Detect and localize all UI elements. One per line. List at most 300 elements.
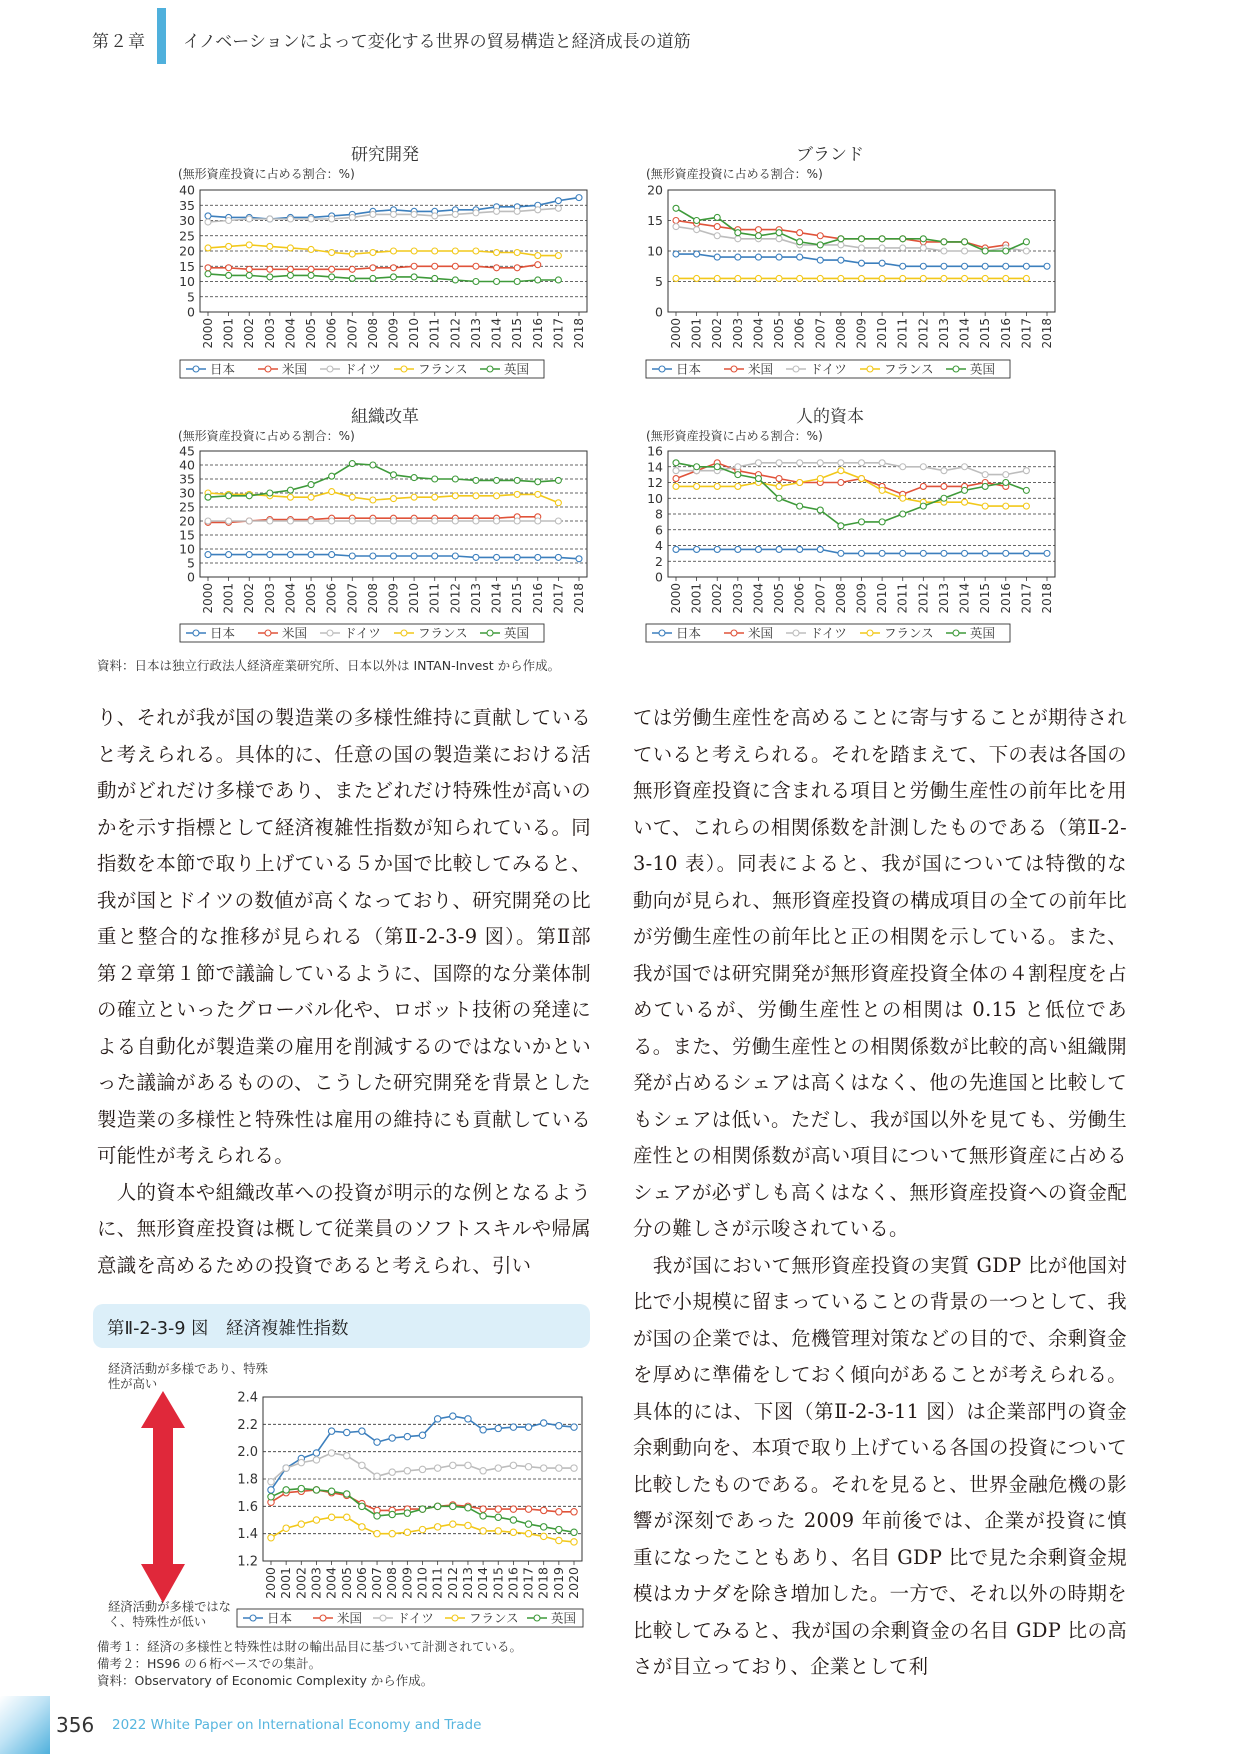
data-point xyxy=(268,1494,274,1500)
x-tick-label: 2011 xyxy=(895,318,910,349)
data-point xyxy=(735,546,741,552)
y-tick-label: 15 xyxy=(179,258,195,274)
data-point xyxy=(859,260,865,266)
x-tick-label: 2014 xyxy=(489,583,504,614)
data-point xyxy=(817,233,823,239)
data-point xyxy=(329,473,335,479)
chapter-title: イノベーションによって変化する世界の貿易構造と経済成長の道筋 xyxy=(183,32,691,52)
data-point xyxy=(495,1425,501,1431)
data-point xyxy=(879,275,885,281)
data-point xyxy=(714,275,720,281)
legend-marker xyxy=(193,366,199,372)
data-point xyxy=(838,468,844,474)
y-tick-label: 14 xyxy=(647,459,663,475)
data-point xyxy=(419,1506,425,1512)
data-point xyxy=(817,476,823,482)
data-point xyxy=(941,483,947,489)
y-tick-label: 35 xyxy=(179,197,195,213)
x-tick-label: 2007 xyxy=(813,318,828,349)
data-point xyxy=(465,1505,471,1511)
x-tick-label: 2001 xyxy=(221,583,236,614)
data-point xyxy=(673,251,679,257)
data-point xyxy=(349,461,355,467)
y-tick-label: 20 xyxy=(647,182,663,198)
y-tick-label: 1.4 xyxy=(237,1527,258,1543)
data-point xyxy=(287,216,293,222)
data-point xyxy=(1023,248,1029,254)
legend-label-フランス: フランス xyxy=(884,625,934,641)
y-tick-label: 16 xyxy=(647,443,663,459)
data-point xyxy=(735,275,741,281)
data-point xyxy=(370,518,376,524)
x-tick-label: 2004 xyxy=(751,583,766,614)
legend-marker xyxy=(953,630,959,636)
data-point xyxy=(982,248,988,254)
data-point xyxy=(349,494,355,500)
left-paragraph-2: 人的資本や組織改革への投資が明示的な例となるように、無形資産投資は概して従業員のソフトスキルや帰属意識を高めるための投資であると考えられ、引い xyxy=(97,1180,591,1277)
data-point xyxy=(349,266,355,272)
data-point xyxy=(494,493,500,499)
data-point xyxy=(776,476,782,482)
x-tick-label: 2000 xyxy=(201,583,215,614)
y-tick-label: 12 xyxy=(647,475,663,490)
data-point xyxy=(226,218,232,224)
x-tick-label: 2004 xyxy=(323,1567,339,1599)
data-point xyxy=(982,550,988,556)
data-point xyxy=(1023,550,1029,556)
legend-label-英国: 英国 xyxy=(504,625,530,641)
data-point xyxy=(510,1517,516,1523)
y-tick-label: 30 xyxy=(179,213,195,228)
legend-marker xyxy=(731,366,737,372)
data-point xyxy=(432,494,438,500)
legend-label-米国: 米国 xyxy=(748,625,774,641)
data-point xyxy=(226,518,232,524)
figure-note-2: 備考２：HS96 の６桁ベースでの集計。 xyxy=(97,1656,322,1671)
data-point xyxy=(267,518,273,524)
data-point xyxy=(494,250,500,256)
data-point xyxy=(283,1465,289,1471)
data-point xyxy=(859,476,865,482)
data-point xyxy=(525,1521,531,1527)
data-point xyxy=(714,224,720,230)
x-tick-label: 2017 xyxy=(551,583,566,614)
x-tick-label: 2014 xyxy=(475,1567,491,1599)
data-point xyxy=(473,518,479,524)
data-point xyxy=(673,468,679,474)
data-point xyxy=(555,500,561,506)
legend-marker xyxy=(250,1615,256,1621)
data-point xyxy=(404,1529,410,1535)
chapter-label: 第２章 xyxy=(92,32,146,52)
y-tick-label: 0 xyxy=(187,569,195,585)
data-point xyxy=(391,248,397,254)
data-point xyxy=(576,195,582,201)
x-tick-label: 2007 xyxy=(345,583,360,614)
series-line-英国 xyxy=(676,463,1026,526)
x-tick-label: 2001 xyxy=(221,318,236,349)
data-point xyxy=(838,460,844,466)
data-point xyxy=(267,552,273,558)
data-point xyxy=(817,460,823,466)
data-point xyxy=(571,1529,577,1535)
data-point xyxy=(535,207,541,213)
legend-label-日本: 日本 xyxy=(676,361,702,377)
x-tick-label: 2013 xyxy=(468,583,483,614)
chart-legend xyxy=(180,624,544,642)
data-point xyxy=(432,518,438,524)
x-tick-label: 2005 xyxy=(304,583,319,614)
data-point xyxy=(556,1526,562,1532)
data-point xyxy=(313,1457,319,1463)
data-point xyxy=(797,480,803,486)
data-point xyxy=(419,1526,425,1532)
data-point xyxy=(755,227,761,233)
data-point xyxy=(941,239,947,245)
data-point xyxy=(494,208,500,214)
data-point xyxy=(246,266,252,272)
data-point xyxy=(797,275,803,281)
data-point xyxy=(298,1485,304,1491)
data-point xyxy=(287,487,293,493)
arrow-shaft xyxy=(153,1426,173,1566)
data-point xyxy=(673,460,679,466)
series-line-英国 xyxy=(208,274,558,282)
data-point xyxy=(480,1427,486,1433)
y-tick-label: 30 xyxy=(179,485,195,501)
data-point xyxy=(941,495,947,501)
y-tick-label: 8 xyxy=(655,506,663,522)
figure-title-box xyxy=(93,1304,590,1348)
data-point xyxy=(694,251,700,257)
data-point xyxy=(879,236,885,242)
data-point xyxy=(1023,239,1029,245)
y-tick-label: 1.2 xyxy=(237,1554,258,1570)
annotation-high: 経済活動が多様であり、特殊性が高い xyxy=(108,1362,268,1391)
data-point xyxy=(494,477,500,483)
x-tick-label: 2002 xyxy=(710,583,725,614)
data-point xyxy=(494,554,500,560)
data-point xyxy=(694,227,700,233)
legend-label-英国: 英国 xyxy=(551,1610,577,1626)
data-point xyxy=(962,239,968,245)
data-point xyxy=(434,1503,440,1509)
x-tick-label: 2016 xyxy=(998,583,1013,614)
x-tick-label: 2006 xyxy=(324,583,339,614)
data-point xyxy=(755,476,761,482)
data-point xyxy=(480,1513,486,1519)
data-point xyxy=(328,1514,334,1520)
chart-title: ブランド xyxy=(796,145,864,165)
data-point xyxy=(1023,503,1029,509)
legend-marker xyxy=(487,630,493,636)
series-line-英国 xyxy=(208,464,558,498)
data-point xyxy=(404,1510,410,1516)
legend-marker xyxy=(401,366,407,372)
data-point xyxy=(982,503,988,509)
data-point xyxy=(776,460,782,466)
data-point xyxy=(555,253,561,259)
data-point xyxy=(432,263,438,269)
data-point xyxy=(329,518,335,524)
legend-label-日本: 日本 xyxy=(267,1610,293,1626)
data-point xyxy=(287,245,293,251)
data-point xyxy=(541,1465,547,1471)
data-point xyxy=(432,248,438,254)
data-point xyxy=(452,553,458,559)
legend-marker xyxy=(265,630,271,636)
data-point xyxy=(859,245,865,251)
x-tick-label: 2006 xyxy=(324,318,339,349)
data-point xyxy=(359,1503,365,1509)
x-tick-label: 2004 xyxy=(283,583,298,614)
x-tick-label: 2008 xyxy=(833,318,848,349)
data-point xyxy=(205,213,211,219)
data-point xyxy=(452,211,458,217)
data-point xyxy=(735,236,741,242)
arrow-head-down xyxy=(141,1564,185,1603)
data-point xyxy=(817,546,823,552)
right-paragraph-1: ては労働生産性を高めることに寄与することが期待されていると考えられる。それを踏まえて、下の表は各国の無形資産投資に含まれる項目と労働生産性の前年比を用いて、これらの相関係数を計測したものである（第Ⅱ-2-3-10 表）。同表によると、我が国については特徴的な動向が見られ、無形資産投資の構成項目の全ての前年比が労働生産性の前年比と正の相関を示している。また、我が国では研究開発が無形資産投資全体の４割程度を占めているが、労働生産性との相関は 0.15 と低位である。また、労働生産性との相関係数が比較的高い組織開発が占めるシェアは高くはなく、他の先進国と比較してもシェアは低い。ただし、我が国以外を見ても、労働生産性との相関係数が高い項目について無形資産に占めるシェアが必ずしも高くはなく、無形資産投資への資金配分の難しさが示唆されている。 xyxy=(633,706,1127,1240)
data-point xyxy=(900,550,906,556)
chart-source-note: 資料：日本は独立行政法人経済産業研究所、日本以外は INTAN-Invest から作成。 xyxy=(97,658,561,673)
data-point xyxy=(389,1530,395,1536)
data-point xyxy=(495,1528,501,1534)
x-tick-label: 2009 xyxy=(399,1567,415,1599)
data-point xyxy=(535,253,541,259)
data-point xyxy=(962,499,968,505)
data-point xyxy=(1023,487,1029,493)
x-tick-label: 2009 xyxy=(854,583,869,614)
data-point xyxy=(673,205,679,211)
data-point xyxy=(389,1469,395,1475)
data-point xyxy=(205,518,211,524)
x-tick-label: 2011 xyxy=(427,318,442,349)
legend-marker xyxy=(534,1615,540,1621)
y-tick-label: 0 xyxy=(187,304,195,320)
x-tick-label: 2008 xyxy=(384,1567,400,1599)
y-tick-label: 25 xyxy=(179,228,195,244)
legend-marker xyxy=(867,366,873,372)
y-tick-label: 10 xyxy=(647,243,663,259)
x-tick-label: 2004 xyxy=(283,318,298,349)
data-point xyxy=(900,495,906,501)
y-axis-label: (無形資産投資に占める割合：%) xyxy=(178,429,355,443)
data-point xyxy=(349,518,355,524)
data-point xyxy=(287,494,293,500)
data-point xyxy=(514,208,520,214)
data-point xyxy=(859,460,865,466)
y-tick-label: 2.2 xyxy=(237,1417,258,1433)
data-point xyxy=(205,552,211,558)
data-point xyxy=(755,460,761,466)
data-point xyxy=(450,1503,456,1509)
data-point xyxy=(344,1453,350,1459)
data-point xyxy=(370,250,376,256)
legend-label-米国: 米国 xyxy=(282,361,308,377)
data-point xyxy=(514,554,520,560)
x-tick-label: 2013 xyxy=(936,318,951,349)
data-point xyxy=(941,263,947,269)
data-point xyxy=(673,546,679,552)
data-point xyxy=(755,254,761,260)
data-point xyxy=(374,1530,380,1536)
data-point xyxy=(452,476,458,482)
data-point xyxy=(735,254,741,260)
data-point xyxy=(941,248,947,254)
data-point xyxy=(329,274,335,280)
data-point xyxy=(556,1423,562,1429)
x-tick-label: 2001 xyxy=(689,583,704,614)
data-point xyxy=(329,266,335,272)
data-point xyxy=(205,219,211,225)
data-point xyxy=(541,1524,547,1530)
data-point xyxy=(268,1487,274,1493)
data-point xyxy=(1023,468,1029,474)
x-tick-label: 2010 xyxy=(407,318,422,349)
figure-notes xyxy=(97,1638,522,1689)
data-point xyxy=(556,1537,562,1543)
y-tick-label: 6 xyxy=(655,522,663,538)
x-tick-label: 2006 xyxy=(792,318,807,349)
data-point xyxy=(226,552,232,558)
legend-label-ドイツ: ドイツ xyxy=(397,1610,434,1626)
data-point xyxy=(510,1529,516,1535)
x-tick-label: 2017 xyxy=(1019,583,1034,614)
x-tick-label: 2015 xyxy=(510,318,525,349)
data-point xyxy=(714,233,720,239)
data-point xyxy=(514,491,520,497)
data-point xyxy=(374,1439,380,1445)
page-number: 356 xyxy=(56,1713,95,1737)
data-point xyxy=(920,245,926,251)
x-tick-label: 2008 xyxy=(833,583,848,614)
x-tick-label: 2006 xyxy=(353,1567,369,1599)
legend-label-米国: 米国 xyxy=(337,1610,363,1626)
data-point xyxy=(432,476,438,482)
data-point xyxy=(344,1491,350,1497)
data-point xyxy=(246,272,252,278)
data-point xyxy=(694,546,700,552)
data-point xyxy=(359,1428,365,1434)
data-point xyxy=(571,1424,577,1430)
y-tick-label: 20 xyxy=(179,513,195,529)
x-tick-label: 2002 xyxy=(242,583,257,614)
legend-label-フランス: フランス xyxy=(418,625,468,641)
arrow-head-up xyxy=(141,1391,185,1428)
data-point xyxy=(525,1424,531,1430)
data-point xyxy=(879,519,885,525)
legend-label-米国: 米国 xyxy=(282,625,308,641)
x-tick-label: 2009 xyxy=(386,318,401,349)
data-point xyxy=(673,224,679,230)
data-point xyxy=(389,1511,395,1517)
data-point xyxy=(313,1517,319,1523)
data-point xyxy=(673,218,679,224)
legend-marker xyxy=(487,366,493,372)
double-arrow-icon xyxy=(141,1391,185,1603)
legend-label-英国: 英国 xyxy=(504,361,530,377)
legend-marker xyxy=(953,366,959,372)
data-point xyxy=(473,477,479,483)
data-point xyxy=(226,493,232,499)
data-point xyxy=(391,211,397,217)
y-tick-label: 20 xyxy=(179,243,195,259)
data-point xyxy=(246,493,252,499)
data-point xyxy=(329,216,335,222)
data-point xyxy=(450,1521,456,1527)
x-tick-label: 2012 xyxy=(448,583,463,614)
legend-marker xyxy=(867,630,873,636)
data-point xyxy=(525,1464,531,1470)
data-point xyxy=(571,1465,577,1471)
x-tick-label: 2003 xyxy=(308,1567,324,1599)
data-point xyxy=(797,460,803,466)
left-paragraph-1: り、それが我が国の製造業の多様性維持に貢献していると考えられる。具体的に、任意の国の製造業における活動がどれだけ多様であり、またどれだけ特殊性が高いのかを示す指標として経済複雑性指数が知られている。同指数を本節で取り上げている５か国で比較してみると、我が国とドイツの数値が高くなっており、研究開発の比重と整合的な推移が見られる（第Ⅱ-2-3-9 図）。第Ⅱ部第２章第１節で議論しているように、国際的な分業体制の確立といったグローバル化や、ロボット技術の発達による自動化が製造業の雇用を削減するのではないかといった議論があるものの、こうした研究開発を背景とした製造業の多様性と特殊性は雇用の維持にも貢献している可能性が考えられる。 xyxy=(97,706,591,1167)
x-tick-label: 2010 xyxy=(407,583,422,614)
data-point xyxy=(859,519,865,525)
data-point xyxy=(308,266,314,272)
data-point xyxy=(797,239,803,245)
data-point xyxy=(797,503,803,509)
data-point xyxy=(694,483,700,489)
data-point xyxy=(404,1433,410,1439)
data-point xyxy=(541,1420,547,1426)
x-tick-label: 2014 xyxy=(489,318,504,349)
footer-title: 2022 White Paper on International Economy and Trade xyxy=(112,1717,482,1733)
x-tick-label: 2017 xyxy=(551,318,566,349)
data-point xyxy=(465,1522,471,1528)
x-tick-label: 2016 xyxy=(505,1567,521,1599)
x-tick-label: 2016 xyxy=(530,318,545,349)
x-tick-label: 2000 xyxy=(201,318,215,349)
data-point xyxy=(328,1488,334,1494)
data-point xyxy=(411,518,417,524)
data-point xyxy=(268,1535,274,1541)
data-point xyxy=(755,275,761,281)
x-tick-label: 2018 xyxy=(1040,583,1054,614)
x-tick-label: 2004 xyxy=(751,318,766,349)
data-point xyxy=(450,1413,456,1419)
data-point xyxy=(370,211,376,217)
y-tick-label: 0 xyxy=(655,304,663,320)
legend-label-ドイツ: ドイツ xyxy=(344,361,381,377)
data-point xyxy=(480,1506,486,1512)
data-point xyxy=(900,511,906,517)
data-point xyxy=(535,262,541,268)
data-point xyxy=(797,546,803,552)
figure-note-1: 備考１：経済の多様性と特殊性は財の輸出品目に基づいて計測されている。 xyxy=(97,1639,523,1654)
data-point xyxy=(776,546,782,552)
y-tick-label: 25 xyxy=(179,499,195,515)
data-point xyxy=(982,263,988,269)
legend-label-フランス: フランス xyxy=(469,1610,519,1626)
data-point xyxy=(1023,263,1029,269)
x-tick-label: 2018 xyxy=(535,1567,551,1599)
x-tick-label: 2008 xyxy=(365,583,380,614)
data-point xyxy=(673,275,679,281)
x-tick-label: 2015 xyxy=(978,583,993,614)
data-point xyxy=(411,274,417,280)
data-point xyxy=(817,257,823,263)
data-point xyxy=(308,272,314,278)
x-tick-label: 2006 xyxy=(792,583,807,614)
data-point xyxy=(308,246,314,252)
x-tick-label: 2000 xyxy=(669,318,683,349)
data-point xyxy=(694,218,700,224)
data-point xyxy=(1003,275,1009,281)
data-point xyxy=(510,1506,516,1512)
